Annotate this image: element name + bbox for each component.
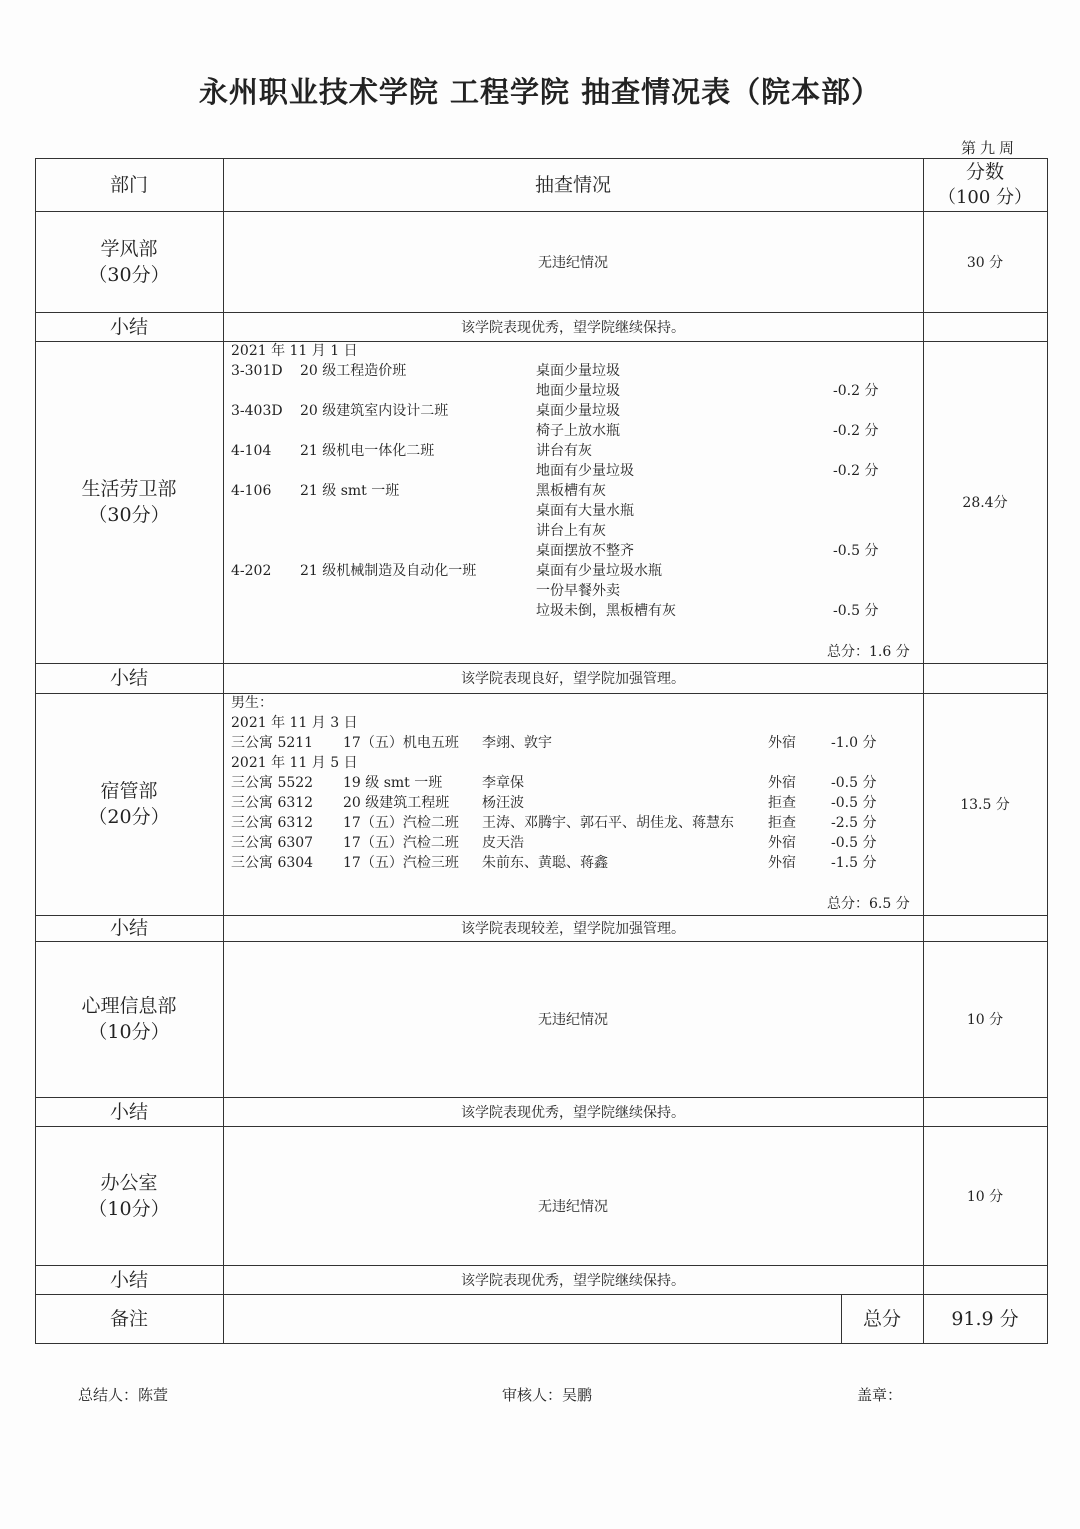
dorm-room: 三公寓 6312 [231, 795, 314, 811]
dept-cell [35, 341, 223, 663]
dorm-students: 皮天浩 [482, 835, 524, 851]
dorm-students: 朱前东、黄聪、蒋鑫 [482, 855, 608, 871]
inspection-issue: 桌面少量垃圾 [536, 363, 620, 379]
dept-name: 学风部 [100, 237, 158, 260]
dept-cell [35, 693, 223, 915]
summary-label: 小结 [109, 315, 148, 338]
summary-label: 小结 [109, 667, 148, 689]
dorm-class: 17（五）汽检二班 [343, 815, 459, 831]
inspection-issue: 桌面有大量水瓶 [536, 503, 634, 519]
header-check: 抽查情况 [534, 173, 611, 196]
dorm-room: 三公寓 6312 [231, 815, 314, 831]
dorm-room: 三公寓 5522 [231, 775, 314, 791]
header-score-label: 分数 [965, 160, 1004, 183]
check-content: 无违纪情况 [538, 1198, 608, 1215]
dorm-class: 17（五）汽检三班 [343, 855, 459, 871]
document-title: 永州职业技术学院 工程学院 抽查情况表（院本部） [198, 75, 882, 109]
reviewer-label: 审核人：吴鹏 [502, 1386, 593, 1404]
dorm-violation: 外宿 [768, 775, 796, 791]
remarks-label: 备注 [109, 1307, 148, 1330]
dept-max-score: （20分） [88, 806, 170, 828]
inspection-room: 3-403D [231, 403, 283, 419]
inspection-deduction: -0.5 分 [833, 543, 879, 559]
dorm-deduction: -0.5 分 [831, 795, 877, 811]
dorm-students: 李章保 [482, 775, 524, 791]
inspection-class: 20 级建筑室内设计二班 [300, 403, 449, 419]
inspection-class: 20 级工程造价班 [300, 363, 407, 379]
inspection-class: 21 级机电一体化二班 [300, 443, 435, 459]
dorm-violation: 外宿 [768, 835, 796, 851]
table-rule [35, 1343, 1047, 1344]
dorm-room: 三公寓 6304 [231, 855, 314, 871]
dorm-deduction: -1.5 分 [831, 855, 877, 871]
inspection-issue: 垃圾未倒，黑板槽有灰 [536, 603, 676, 619]
total-label: 总分 [862, 1307, 901, 1330]
check-content: 无违纪情况 [538, 254, 608, 271]
inspection-class: 21 级机械制造及自动化一班 [300, 563, 477, 579]
inspection-issue: 桌面摆放不整齐 [536, 543, 634, 559]
summary-text: 该学院表现良好，望学院加强管理。 [461, 671, 685, 687]
dorm-deduction: -0.5 分 [831, 835, 877, 851]
table-rule [1047, 158, 1048, 1344]
dept-cell [35, 1126, 223, 1265]
dept-score: 30 分 [966, 254, 1004, 271]
dorm-deduction: -0.5 分 [831, 775, 877, 791]
dept-score: 10 分 [966, 1188, 1004, 1205]
inspection-issue: 椅子上放水瓶 [536, 423, 620, 439]
total-score: 91.9 分 [951, 1307, 1019, 1330]
inspection-issue: 一份早餐外卖 [536, 583, 620, 599]
inspection-room: 4-202 [231, 563, 272, 579]
inspection-issue: 桌面少量垃圾 [536, 403, 620, 419]
dept-max-score: （30分） [88, 263, 170, 286]
inspection-issue: 讲台上有灰 [536, 523, 606, 539]
dept-name: 宿管部 [100, 780, 158, 802]
dorm-room: 三公寓 6307 [231, 835, 314, 851]
summary-text: 该学院表现优秀，望学院继续保持。 [461, 319, 685, 336]
inspection-room: 3-301D [231, 363, 283, 379]
summary-text: 该学院表现优秀，望学院继续保持。 [461, 1104, 685, 1121]
dorm-class: 17（五）机电五班 [343, 735, 459, 751]
summary-label: 小结 [109, 1268, 148, 1291]
dorm-violation: 拒查 [768, 795, 796, 811]
inspection-deduction: -0.2 分 [833, 423, 879, 439]
dept-score: 10 分 [966, 1012, 1004, 1028]
dept-score: 28.4分 [962, 495, 1008, 511]
summary-label: 小结 [109, 1100, 148, 1123]
summary-label: 小结 [109, 917, 148, 939]
subtotal: 总分：1.6 分 [827, 644, 910, 660]
dept-cell [35, 211, 223, 312]
dorm-class: 20 级建筑工程班 [343, 795, 450, 811]
inspection-room: 2021 年 11 月 1 日 [231, 343, 358, 359]
inspection-issue: 桌面有少量垃圾水瓶 [536, 563, 662, 579]
dorm-students: 李翊、敦宇 [482, 735, 552, 751]
dorm-deduction: -1.0 分 [831, 735, 877, 751]
header-score [923, 158, 1047, 211]
dorm-students: 杨汪波 [482, 795, 524, 811]
dorm-room: 三公寓 5211 [231, 735, 314, 751]
dept-name: 办公室 [100, 1171, 158, 1194]
subtotal: 总分：6.5 分 [827, 896, 910, 912]
dorm-violation: 外宿 [768, 855, 796, 871]
summarizer-label: 总结人：陈萱 [78, 1386, 169, 1404]
dept-score: 13.5 分 [960, 797, 1010, 813]
dept-name: 心理信息部 [81, 995, 177, 1017]
dorm-room: 男生： [231, 695, 273, 711]
inspection-issue: 黑板槽有灰 [536, 483, 606, 499]
dorm-violation: 外宿 [768, 735, 796, 751]
header-dept: 部门 [109, 173, 148, 196]
dept-cell [35, 941, 223, 1097]
dept-name: 生活劳卫部 [81, 478, 177, 500]
dept-max-score: （10分） [88, 1021, 170, 1043]
check-content: 无违纪情况 [538, 1012, 608, 1028]
inspection-room: 4-104 [231, 443, 272, 459]
week-label: 第九周 [960, 139, 1018, 157]
inspection-deduction: -0.2 分 [833, 463, 879, 479]
dept-max-score: （10分） [88, 1197, 170, 1220]
dept-max-score: （30分） [88, 504, 170, 526]
dorm-class: 17（五）汽检二班 [343, 835, 459, 851]
summary-text: 该学院表现较差，望学院加强管理。 [461, 921, 685, 937]
inspection-issue: 地面少量垃圾 [536, 383, 620, 399]
inspection-issue: 地面有少量垃圾 [536, 463, 634, 479]
seal-label: 盖章： [857, 1386, 903, 1404]
dorm-students: 王涛、邓腾宇、郭石平、胡佳龙、蒋慧东 [482, 815, 734, 831]
inspection-issue: 讲台有灰 [536, 443, 592, 459]
inspection-room: 4-106 [231, 483, 272, 499]
dorm-class: 19 级 smt 一班 [343, 775, 443, 791]
dorm-room: 2021 年 11 月 3 日 [231, 715, 358, 731]
dorm-violation: 拒查 [768, 815, 796, 831]
inspection-class: 21 级 smt 一班 [300, 483, 400, 499]
header-score-sub: （100 分） [937, 186, 1033, 208]
inspection-deduction: -0.5 分 [833, 603, 879, 619]
dorm-deduction: -2.5 分 [831, 815, 877, 831]
inspection-deduction: -0.2 分 [833, 383, 879, 399]
summary-text: 该学院表现优秀，望学院继续保持。 [461, 1272, 685, 1289]
dorm-room: 2021 年 11 月 5 日 [231, 755, 358, 771]
